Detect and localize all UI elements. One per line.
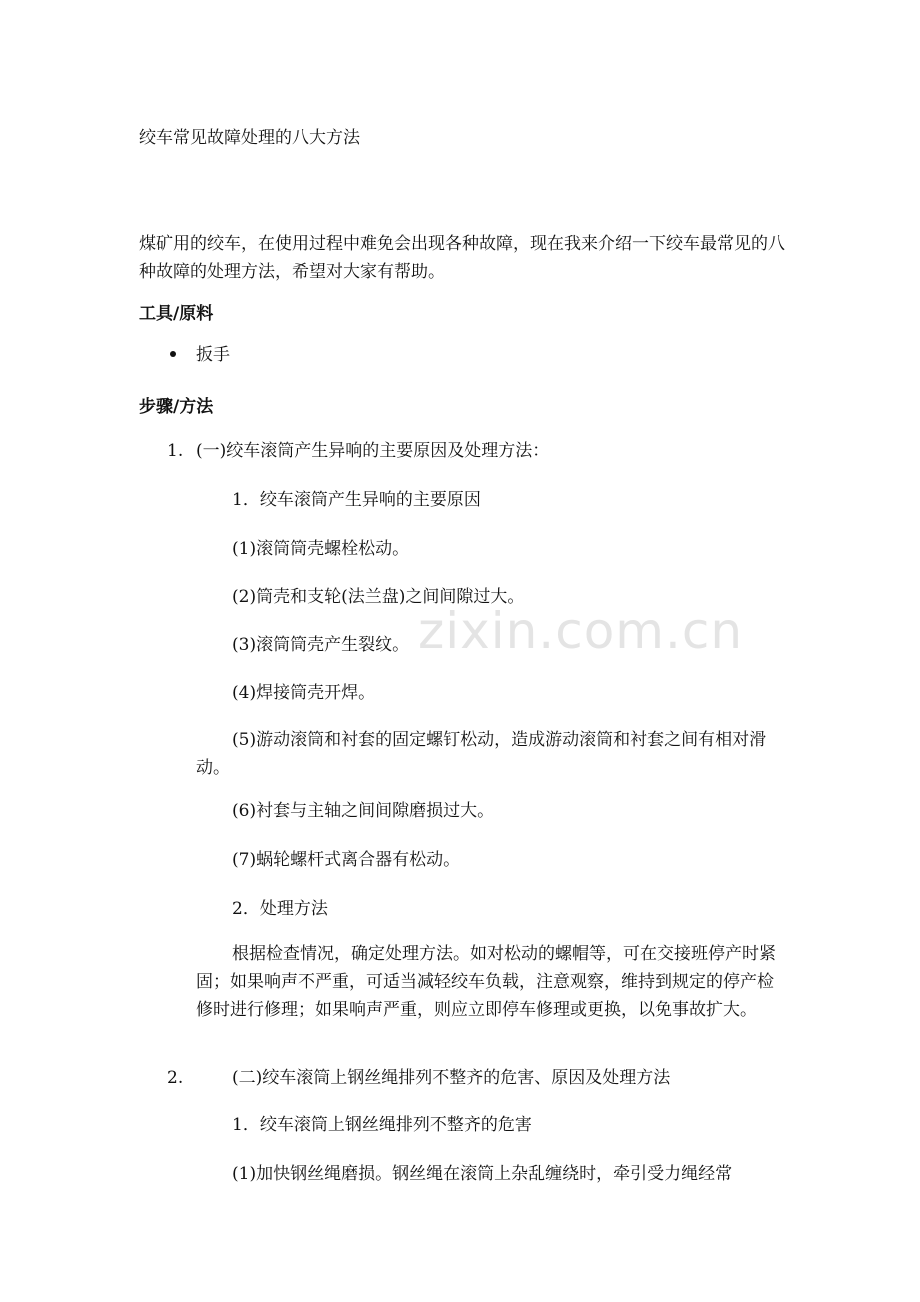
bullet-icon: [170, 351, 176, 357]
tool-item: 扳手: [196, 345, 230, 365]
watermark: zixin.com.cn: [418, 602, 744, 660]
page-title: 绞车常见故障处理的八大方法: [139, 128, 360, 148]
intro-paragraph: 煤矿用的绞车，在使用过程中难免会出现各种故障，现在我来介绍一下绞车最常见的八种故障的处理方法，希望对大家有帮助。: [139, 234, 785, 282]
cause-item: (4)焊接筒壳开焊。: [232, 683, 376, 703]
steps-heading: 步骤/方法: [139, 397, 214, 417]
step-heading: (二)绞车滚筒上钢丝绳排列不整齐的危害、原因及处理方法: [232, 1068, 671, 1088]
method-paragraph: 根据检查情况，确定处理方法。如对松动的螺帽等，可在交接班停产时紧固；如果响声不严重，可适当减轻绞车负载，注意观察，维持到规定的停产检修时进行修理；如果响声严重，则应立即停车修理或更换，以免事故扩大。: [196, 944, 776, 1020]
subheading: 1．绞车滚筒上钢丝绳排列不整齐的危害: [232, 1115, 532, 1135]
cause-item: (1)滚筒筒壳螺栓松动。: [232, 539, 410, 559]
step-heading: (一)绞车滚筒产生异响的主要原因及处理方法：: [196, 441, 550, 461]
step-number: 1.: [167, 441, 184, 461]
cause-item: (2)筒壳和支轮(法兰盘)之间间隙过大。: [232, 587, 525, 607]
item-text: (1)加快钢丝绳磨损。钢丝绳在滚筒上杂乱缠绕时，牵引受力绳经常: [232, 1164, 733, 1184]
tools-heading: 工具/原料: [139, 304, 214, 324]
cause-item: (6)衬套与主轴之间间隙磨损过大。: [232, 801, 495, 821]
subheading: 2．处理方法: [232, 899, 328, 919]
subheading: 1．绞车滚筒产生异响的主要原因: [232, 490, 481, 510]
cause-item: (7)蜗轮螺杆式离合器有松动。: [232, 850, 461, 870]
step-number: 2.: [167, 1068, 184, 1088]
cause-item: (3)滚筒筒壳产生裂纹。: [232, 635, 410, 655]
cause-item: (5)游动滚筒和衬套的固定螺钉松动，造成游动滚筒和衬套之间有相对滑动。: [196, 730, 767, 778]
